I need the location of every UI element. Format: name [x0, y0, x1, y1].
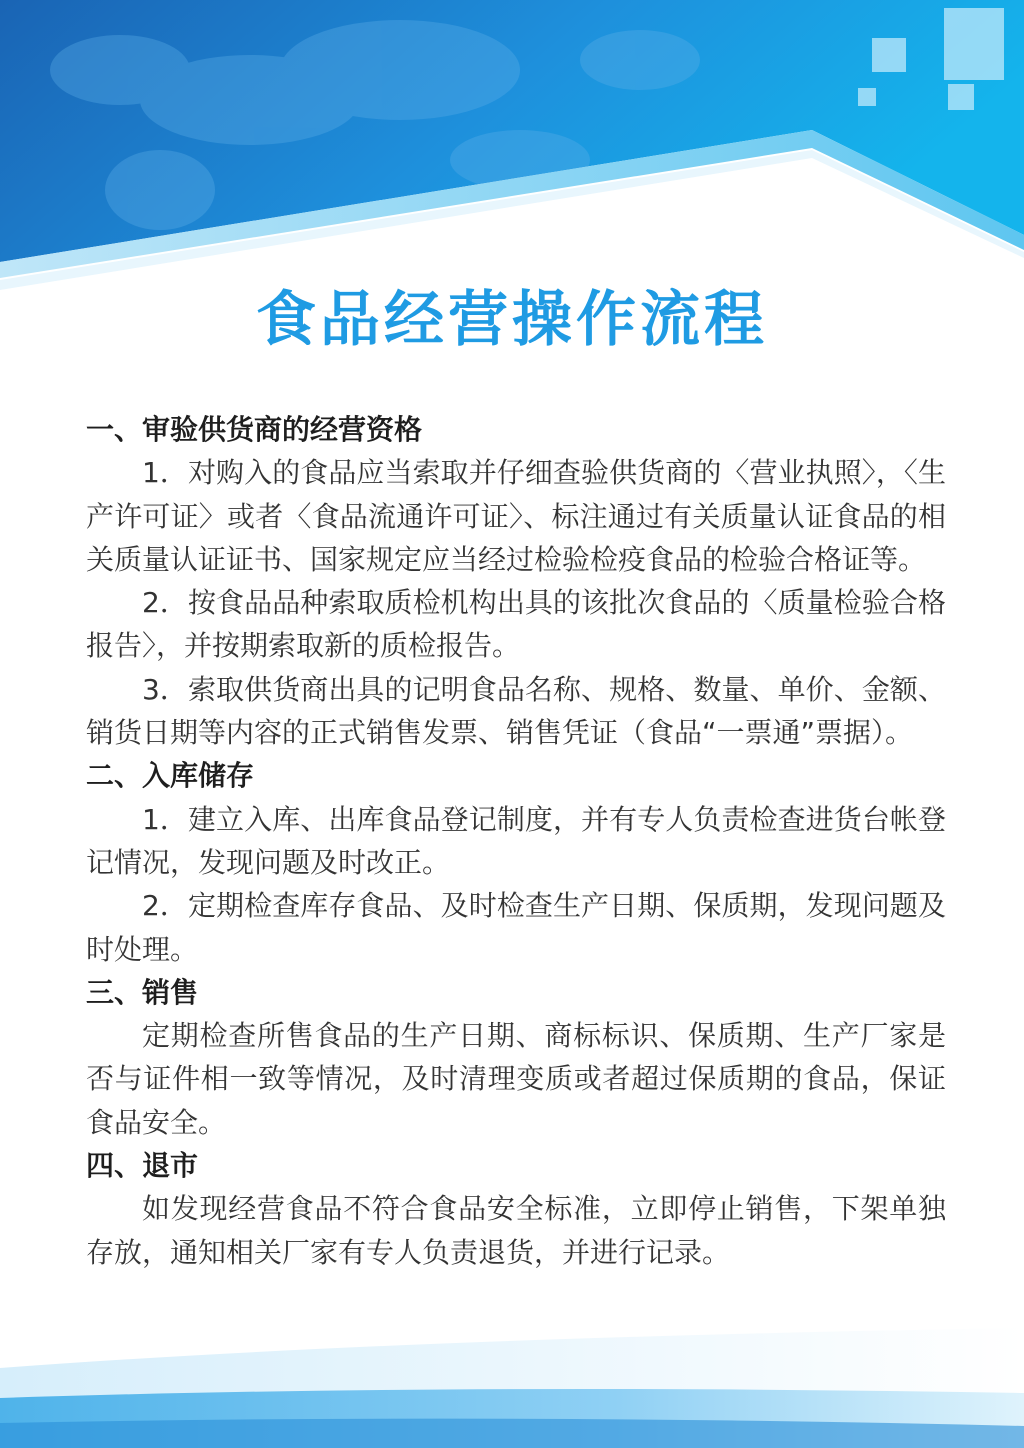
section-heading: 三、销售	[86, 975, 199, 1009]
paragraph: 1．对购入的食品应当索取并仔细查验供货商的〈营业执照〉，〈生产许可证〉或者〈食品流通许可证〉、标注通过有关质量认证食品的相关质量认证证书、国家规定应当经过检验检疫食品的检验合格证等。	[86, 456, 946, 576]
paragraph: 如发现经营食品不符合食品安全标准，立即停止销售，下架单独存放，通知相关厂家有专人负责退货，并进行记录。	[86, 1192, 946, 1269]
footer-banner	[0, 1298, 1024, 1448]
paragraph: 2．定期检查库存食品、及时检查生产日期、保质期，发现问题及时处理。	[86, 889, 946, 966]
paragraph: 1．建立入库、出库食品登记制度，并有专人负责检查进货台帐登记情况，发现问题及时改正。	[86, 802, 946, 879]
paragraph: 2．按食品品种索取质检机构出具的该批次食品的〈质量检验合格报告〉，并按期索取新的质检报告。	[86, 586, 946, 663]
paragraph: 3．索取供货商出具的记明食品名称、规格、数量、单价、金额、销货日期等内容的正式销售发票、销售凭证（食品“一票通”票据）。	[86, 672, 946, 750]
page-title: 食品经营操作流程	[256, 285, 768, 355]
section-heading: 一、审验供货商的经营资格	[86, 413, 423, 446]
document-body	[86, 408, 946, 1274]
section-heading: 二、入库储存	[86, 759, 255, 793]
paragraph: 定期检查所售食品的生产日期、商标标识、保质期、生产厂家是否与证件相一致等情况，及时清理变质或者超过保质期的食品，保证食品安全。	[86, 1019, 946, 1139]
header-banner	[0, 0, 1024, 300]
section-sales	[86, 971, 946, 1144]
section-heading: 四、退市	[86, 1149, 199, 1183]
section-supplier-qualification	[86, 408, 946, 754]
section-withdrawal	[86, 1144, 946, 1274]
section-storage	[86, 754, 946, 970]
